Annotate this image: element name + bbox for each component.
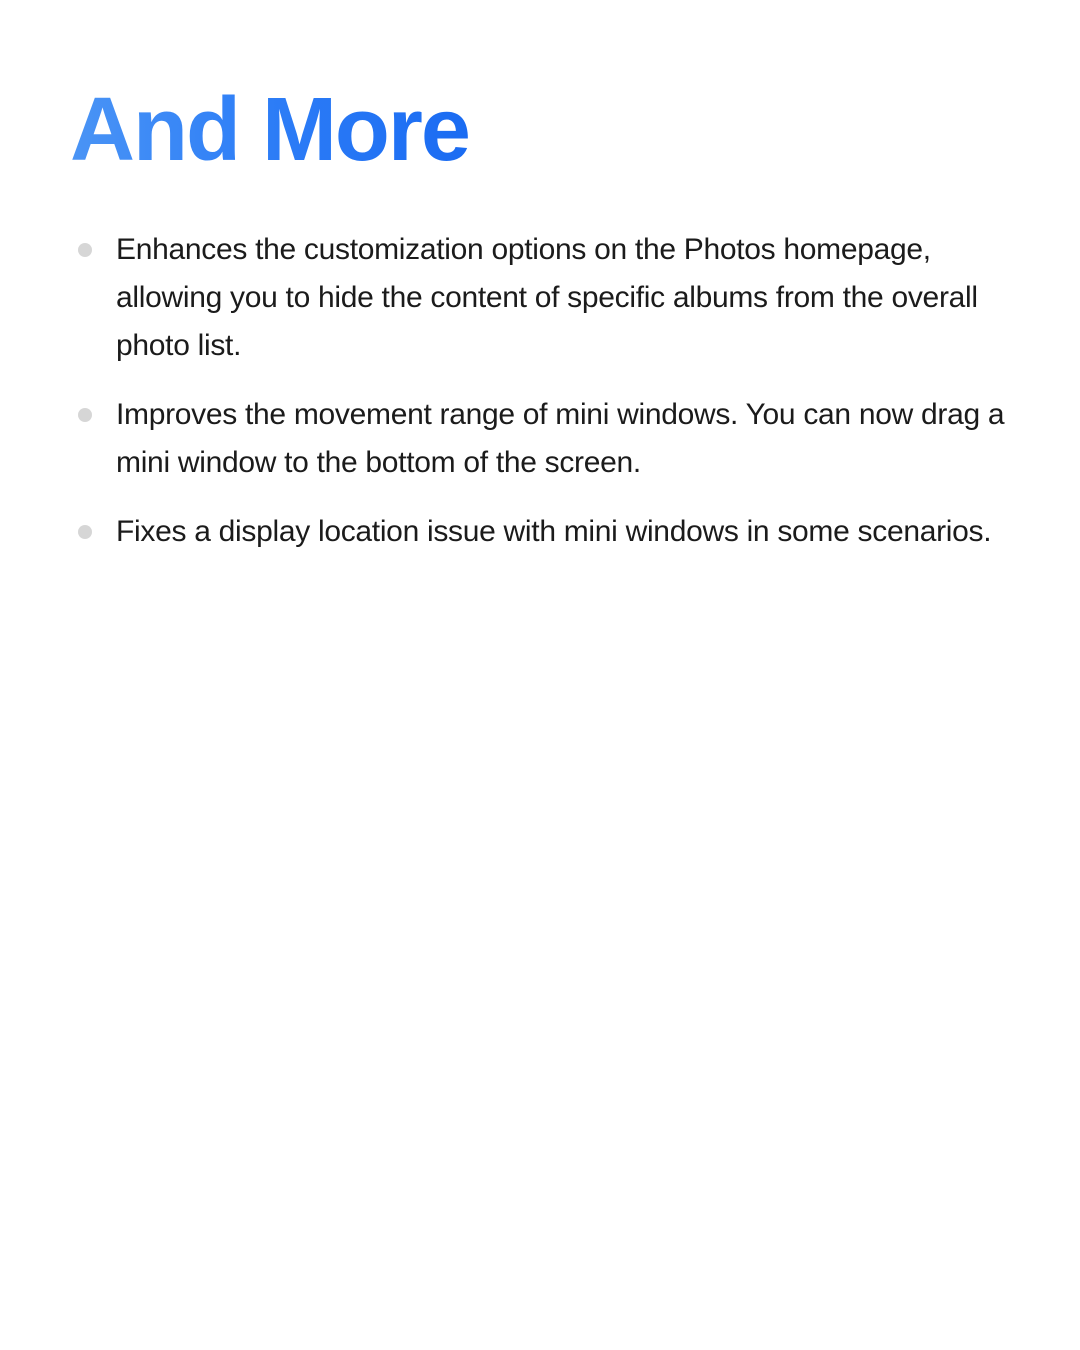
list-item-text: Improves the movement range of mini windows. You can now drag a mini window to the bottom of the screen.	[116, 398, 1005, 479]
bullet-dot-icon	[78, 408, 92, 422]
bullet-dot-icon	[78, 243, 92, 257]
page-title: And More	[70, 80, 469, 180]
feature-list	[0, 226, 1080, 577]
list-item	[0, 391, 1016, 487]
list-item-text: Fixes a display location issue with mini windows in some scenarios.	[116, 515, 992, 548]
list-item-text: Enhances the customization options on the Photos homepage, allowing you to hide the content of specific albums from the overall photo list.	[116, 233, 978, 362]
bullet-dot-icon	[78, 525, 92, 539]
list-item	[0, 508, 1016, 556]
list-item	[0, 226, 1016, 370]
